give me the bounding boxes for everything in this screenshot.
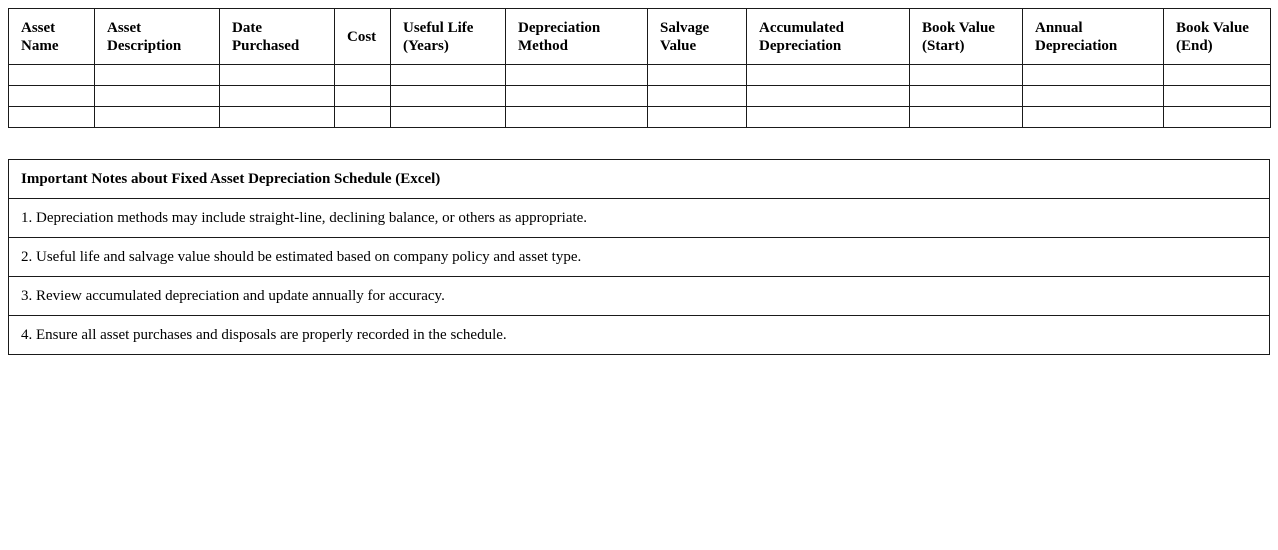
table-cell[interactable]	[391, 65, 506, 86]
column-header-accumulated-depreciation	[747, 9, 910, 65]
column-header-book-value-end	[1164, 9, 1271, 65]
column-header-date-purchased	[220, 9, 335, 65]
header-line-1: Date	[232, 19, 262, 36]
column-header-asset-description	[95, 9, 220, 65]
table-cell[interactable]	[1164, 65, 1271, 86]
header-line-2: Depreciation	[759, 37, 842, 54]
table-cell[interactable]	[335, 107, 391, 128]
column-header-useful-life	[391, 9, 506, 65]
table-cell[interactable]	[335, 86, 391, 107]
table-cell[interactable]	[747, 86, 910, 107]
note-item: 2. Useful life and salvage value should be estimated based on company policy and asset type.	[9, 238, 1270, 277]
table-cell[interactable]	[910, 86, 1023, 107]
table-cell[interactable]	[220, 86, 335, 107]
header-line-1: Asset	[107, 19, 142, 36]
table-cell[interactable]	[506, 86, 648, 107]
table-cell[interactable]	[648, 86, 747, 107]
column-header-annual-depreciation	[1023, 9, 1164, 65]
header-line-2: Value	[660, 37, 697, 54]
depreciation-schedule-table	[8, 8, 1271, 128]
header-line-1: Accumulated	[759, 19, 844, 36]
table-cell[interactable]	[648, 65, 747, 86]
column-header-depreciation-method	[506, 9, 648, 65]
header-line-2: Name	[21, 37, 59, 54]
header-line-1: Cost	[347, 28, 377, 45]
table-cell[interactable]	[910, 65, 1023, 86]
table-cell[interactable]	[1023, 86, 1164, 107]
table-cell[interactable]	[95, 65, 220, 86]
note-item: 3. Review accumulated depreciation and update annually for accuracy.	[9, 277, 1270, 316]
header-line-1: Book Value	[1176, 19, 1249, 36]
header-line-1: Depreciation	[518, 19, 601, 36]
table-cell[interactable]	[648, 107, 747, 128]
header-line-1: Salvage	[660, 19, 710, 36]
notes-title: Important Notes about Fixed Asset Depreciation Schedule (Excel)	[9, 160, 1270, 199]
header-line-1: Annual	[1035, 19, 1083, 36]
table-cell[interactable]	[747, 107, 910, 128]
table-cell[interactable]	[1164, 107, 1271, 128]
table-cell[interactable]	[335, 65, 391, 86]
header-line-2: Purchased	[232, 37, 300, 54]
header-line-2: (End)	[1176, 37, 1213, 54]
header-line-2: Description	[107, 37, 182, 54]
header-line-2: (Years)	[403, 37, 449, 54]
table-header-row	[9, 9, 1271, 65]
table-row	[9, 107, 1271, 128]
header-line-2: (Start)	[922, 37, 965, 54]
table-cell[interactable]	[1023, 107, 1164, 128]
table-cell[interactable]	[1023, 65, 1164, 86]
table-row	[9, 65, 1271, 86]
header-line-2: Method	[518, 37, 568, 54]
table-cell[interactable]	[506, 65, 648, 86]
table-cell[interactable]	[9, 86, 95, 107]
header-line-1: Useful Life	[403, 19, 474, 36]
table-cell[interactable]	[506, 107, 648, 128]
table-cell[interactable]	[9, 107, 95, 128]
table-row	[9, 86, 1271, 107]
important-notes-table	[8, 159, 1270, 355]
table-cell[interactable]	[220, 65, 335, 86]
header-line-2: Depreciation	[1035, 37, 1118, 54]
note-item: 1. Depreciation methods may include straight-line, declining balance, or others as appropriate.	[9, 199, 1270, 238]
note-item: 4. Ensure all asset purchases and disposals are properly recorded in the schedule.	[9, 316, 1270, 355]
column-header-cost	[335, 9, 391, 65]
table-cell[interactable]	[1164, 86, 1271, 107]
table-cell[interactable]	[95, 107, 220, 128]
column-header-asset-name	[9, 9, 95, 65]
table-cell[interactable]	[95, 86, 220, 107]
table-cell[interactable]	[910, 107, 1023, 128]
column-header-salvage-value	[648, 9, 747, 65]
column-header-book-value-start	[910, 9, 1023, 65]
header-line-1: Book Value	[922, 19, 995, 36]
table-cell[interactable]	[391, 86, 506, 107]
table-cell[interactable]	[391, 107, 506, 128]
table-cell[interactable]	[9, 65, 95, 86]
header-line-1: Asset	[21, 19, 56, 36]
table-cell[interactable]	[747, 65, 910, 86]
table-cell[interactable]	[220, 107, 335, 128]
